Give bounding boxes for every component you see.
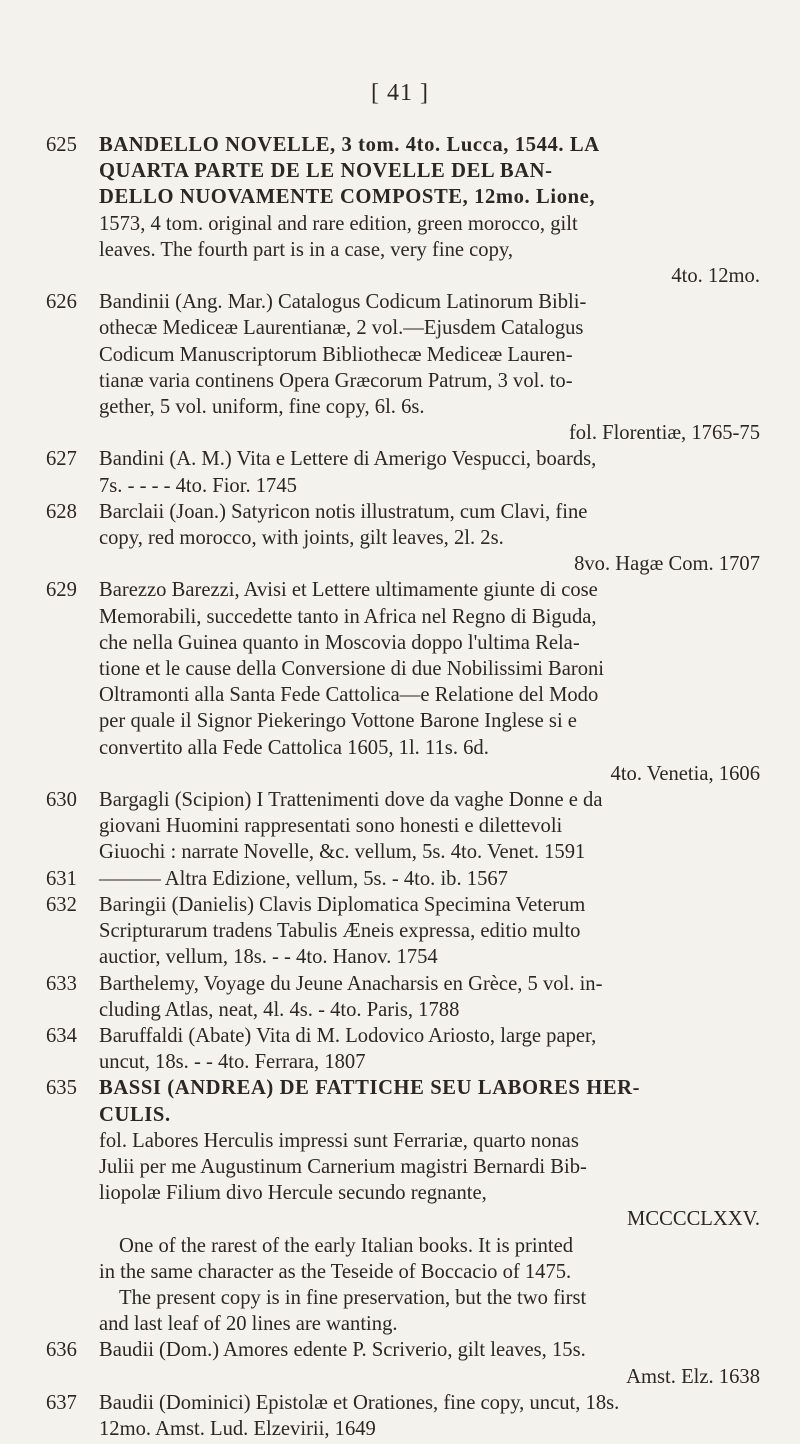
entry-line: leaves. The fourth part is in a case, very fine copy,	[99, 238, 514, 261]
entry-line: BANDELLO NOVELLE, 3 tom. 4to. Lucca, 1544. LA	[99, 134, 600, 156]
entry-number: 634	[46, 1024, 77, 1047]
entry-number: 635	[46, 1077, 77, 1100]
entry-line: copy, red morocco, with joints, gilt leaves, 2l. 2s.	[99, 527, 504, 550]
entry-number: 627	[46, 448, 77, 471]
entry-line: Baruffaldi (Abate) Vita di M. Lodovico Ariosto, large paper,	[99, 1024, 597, 1047]
entry-line: Baringii (Danielis) Clavis Diplomatica Specimina Veterum	[99, 893, 586, 916]
catalogue-entry	[46, 971, 766, 1023]
entry-line: cluding Atlas, neat, 4l. 4s. - 4to. Paris, 1788	[99, 998, 460, 1021]
entry-line: gether, 5 vol. uniform, fine copy, 6l. 6s.	[99, 396, 425, 419]
entry-number: 637	[46, 1391, 77, 1414]
catalogue-entry	[46, 577, 766, 787]
entry-line: Barclaii (Joan.) Satyricon notis illustratum, cum Clavi, fine	[99, 500, 588, 523]
entry-line: Bandini (A. M.) Vita e Lettere di Amerigo Vespucci, boards,	[99, 448, 597, 471]
entry-line: Oltramonti alla Santa Fede Cattolica—e Relatione del Modo	[99, 684, 599, 707]
entry-line: auctior, vellum, 18s. - - 4to. Hanov. 1754	[99, 946, 438, 969]
catalogue-entry	[46, 132, 766, 289]
page-number: [ 41 ]	[371, 80, 429, 106]
catalogue-entry	[46, 1023, 766, 1075]
entry-line: per quale il Signor Piekeringo Vottone Barone Inglese si e	[99, 710, 577, 733]
entry-line: DELLO NUOVAMENTE COMPOSTE, 12mo. Lione,	[99, 186, 596, 209]
catalogue-entry	[46, 289, 766, 446]
entry-line: tianæ varia continens Opera Græcorum Patrum, 3 vol. to-	[99, 369, 573, 392]
entry-number: 633	[46, 972, 77, 995]
entry-imprint: 4to. 12mo.	[671, 265, 760, 288]
entry-line: CULIS.	[99, 1103, 171, 1126]
entry-number: 629	[46, 579, 77, 602]
catalogue-entry	[46, 866, 766, 892]
entry-imprint: 8vo. Hagæ Com. 1707	[574, 553, 760, 576]
entry-number: 626	[46, 291, 77, 314]
catalogue-entry	[46, 892, 766, 971]
entry-line: ——— Altra Edizione, vellum, 5s. - 4to. ib. 1567	[99, 867, 508, 890]
entry-note-line: and last leaf of 20 lines are wanting.	[99, 1313, 398, 1336]
entry-line: fol. Labores Herculis impressi sunt Ferrariæ, quarto nonas	[99, 1129, 579, 1152]
entry-note-line: One of the rarest of the early Italian books. It is printed	[119, 1234, 574, 1257]
entry-number: 628	[46, 500, 77, 523]
entry-number: 630	[46, 789, 77, 812]
entry-note-line: in the same character as the Teseide of Boccacio of 1475.	[99, 1260, 572, 1283]
catalogue-entry	[46, 787, 766, 866]
entry-imprint: fol. Florentiæ, 1765-75	[568, 422, 760, 445]
entry-line: Bandinii (Ang. Mar.) Catalogus Codicum Latinorum Bibli-	[99, 291, 587, 314]
catalogue-entry	[46, 1337, 766, 1389]
entry-line: Bargagli (Scipion) I Trattenimenti dove da vaghe Donne e da	[99, 789, 603, 812]
entry-imprint: Amst. Elz. 1638	[626, 1365, 760, 1388]
entry-line: uncut, 18s. - - 4to. Ferrara, 1807	[99, 1051, 366, 1074]
entry-line: convertito alla Fede Cattolica 1605, 1l. 11s. 6d.	[99, 736, 489, 759]
entry-line: tione et le cause della Conversione di due Nobilissimi Baroni	[99, 658, 605, 681]
entry-line: Giuochi : narrate Novelle, &c. vellum, 5s. 4to. Venet. 1591	[99, 841, 586, 864]
entry-line: 7s. - - - - 4to. Fior. 1745	[99, 474, 297, 497]
catalogue-entries	[46, 132, 766, 1442]
entry-line: QUARTA PARTE DE LE NOVELLE DEL BAN-	[99, 160, 553, 183]
entry-number: 631	[46, 867, 77, 890]
catalogue-entry	[46, 446, 766, 498]
catalogue-entry	[46, 1075, 766, 1337]
entry-note-line: The present copy is in fine preservation, but the two first	[119, 1286, 587, 1309]
entry-line: 12mo. Amst. Lud. Elzevirii, 1649	[99, 1417, 376, 1440]
catalogue-entry	[46, 1390, 766, 1442]
entry-number: 636	[46, 1339, 77, 1362]
entry-number: 632	[46, 893, 77, 916]
catalogue-entry	[46, 499, 766, 578]
entry-line: liopolæ Filium divo Hercule secundo regnante,	[99, 1182, 487, 1205]
entry-line: Memorabili, succedette tanto in Africa nel Regno di Biguda,	[99, 605, 597, 628]
entry-line: 1573, 4 tom. original and rare edition, green morocco, gilt	[99, 212, 578, 235]
entry-number: 625	[46, 134, 77, 156]
entry-line: giovani Huomini rappresentati sono honesti e dilettevoli	[99, 815, 563, 838]
entry-line: Barthelemy, Voyage du Jeune Anacharsis en Grèce, 5 vol. in-	[99, 972, 603, 995]
entry-imprint: MCCCCLXXV.	[627, 1208, 760, 1231]
entry-line: Codicum Manuscriptorum Bibliothecæ Mediceæ Lauren-	[99, 343, 573, 366]
entry-line: BASSI (ANDREA) DE FATTICHE SEU LABORES HER-	[99, 1077, 641, 1100]
entry-line: Baudii (Dominici) Epistolæ et Orationes, fine copy, uncut, 18s.	[99, 1391, 620, 1414]
entry-line: othecæ Mediceæ Laurentianæ, 2 vol.—Ejusdem Catalogus	[99, 317, 584, 340]
entry-imprint: 4to. Venetia, 1606	[610, 762, 760, 785]
entry-line: Scripturarum tradens Tabulis Æneis expressa, editio multo	[99, 920, 581, 943]
entry-line: che nella Guinea quanto in Moscovia doppo l'ultima Rela-	[99, 631, 580, 654]
entry-line: Julii per me Augustinum Carnerium magistri Bernardi Bib-	[99, 1155, 587, 1178]
entry-line: Barezzo Barezzi, Avisi et Lettere ultimamente giunte di cose	[99, 579, 598, 602]
entry-line: Baudii (Dom.) Amores edente P. Scriverio, gilt leaves, 15s.	[99, 1339, 586, 1362]
